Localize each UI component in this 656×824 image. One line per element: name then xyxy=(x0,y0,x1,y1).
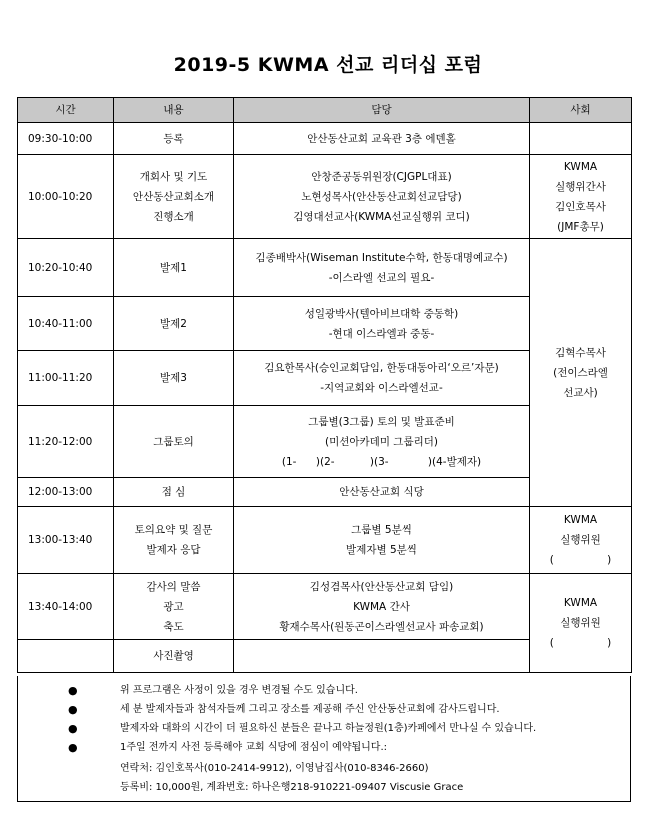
table-row xyxy=(18,574,632,640)
fee-info: 등록비: 10,000원, 계좌번호: 하나은행218-910221-09407 Viscusie Grace xyxy=(120,782,464,793)
bullet-icon: ● xyxy=(68,703,78,716)
notes-box xyxy=(17,676,631,802)
row-time: 09:30-10:00 xyxy=(18,123,114,155)
header-host: 사회 xyxy=(530,98,632,123)
host-line: ( ) xyxy=(549,554,612,566)
note-text: 1주일 전까지 사전 등록해야 교회 식당에 점심이 예약됩니다.: xyxy=(120,742,388,753)
content-line: 사진촬영 xyxy=(153,650,194,662)
group-slots xyxy=(234,452,529,472)
row-speaker xyxy=(234,297,530,351)
speaker-line: -이스라엘 선교의 필요- xyxy=(328,271,435,284)
host-line: KWMA xyxy=(563,514,598,526)
header-content: 내용 xyxy=(114,98,234,123)
host-line: 김인호목사 xyxy=(555,200,606,213)
bullet-icon: ● xyxy=(68,722,78,735)
header-time: 시간 xyxy=(18,98,114,123)
content-line: 발제2 xyxy=(160,317,187,330)
content-line: 광고 xyxy=(163,600,184,613)
row-time: 11:00-11:20 xyxy=(18,351,114,406)
page-title: 2019-5 KWMA 선교 리더십 포럼 xyxy=(173,54,483,76)
speaker-line: 발제자별 5분씩 xyxy=(346,544,417,556)
table-row xyxy=(18,123,632,155)
host-line: 선교사) xyxy=(563,386,598,399)
schedule-table xyxy=(17,97,632,673)
row-content xyxy=(114,406,234,478)
host-line: 실행위원 xyxy=(560,617,601,629)
speaker-line: KWMA 간사 xyxy=(353,600,410,613)
speaker-line: 안창준공동위원장(CJGPL대표) xyxy=(311,170,452,183)
content-line: 발제자 응답 xyxy=(146,544,201,556)
row-content xyxy=(114,640,234,673)
host-line: 김혁수목사 xyxy=(555,346,606,359)
bullet-icon: ● xyxy=(68,741,78,754)
row-content xyxy=(114,574,234,640)
row-time: 13:00-13:40 xyxy=(18,507,114,574)
content-line: 개회사 및 기도 xyxy=(139,170,208,183)
note-text: 발제자와 대화의 시간이 더 필요하신 분들은 끝나고 하늘정원(1층)카페에서 만나실 수 있습니다. xyxy=(120,723,537,734)
table-header-row xyxy=(18,98,632,123)
row-content xyxy=(114,239,234,297)
group-slot: (1- xyxy=(281,455,297,468)
row-content xyxy=(114,297,234,351)
group-slot: )(2- xyxy=(315,455,335,468)
row-time: 11:20-12:00 xyxy=(18,406,114,478)
bullet-icon: ● xyxy=(68,684,78,697)
row-time: 10:20-10:40 xyxy=(18,239,114,297)
host-line: KWMA xyxy=(563,160,598,173)
host-line: (JMF총무) xyxy=(557,220,604,233)
row-speaker xyxy=(234,640,530,673)
header-speaker: 담당 xyxy=(234,98,530,123)
note-text: 위 프로그램은 사정이 있을 경우 변경될 수도 있습니다. xyxy=(120,685,358,696)
table-row xyxy=(18,507,632,574)
host-line: KWMA xyxy=(563,597,598,609)
row-host xyxy=(530,155,632,239)
speaker-line: 황재수목사(원동곤이스라엘선교사 파송교회) xyxy=(279,620,484,633)
speaker-line: -지역교회와 이스라엘선교- xyxy=(320,382,443,394)
row-speaker xyxy=(234,155,530,239)
content-line: 발제3 xyxy=(160,372,187,384)
row-speaker xyxy=(234,406,530,478)
content-line: 발제1 xyxy=(160,261,187,274)
row-content xyxy=(114,155,234,239)
host-line: 실행위원 xyxy=(560,534,601,546)
contact-info: 연락처: 김인호목사(010-2414-9912), 이영남집사(010-8346-2660) xyxy=(120,763,429,774)
row-host xyxy=(530,239,632,507)
row-speaker xyxy=(234,123,530,155)
row-host xyxy=(530,574,632,673)
content-line: 점 심 xyxy=(161,486,186,498)
speaker-line: (미션아카데미 그룹리더) xyxy=(325,435,438,448)
host-line: ( ) xyxy=(549,637,612,649)
row-host xyxy=(530,123,632,155)
group-slot: )(4-발제자) xyxy=(427,455,482,468)
row-content xyxy=(114,507,234,574)
speaker-line: 김요한목사(승인교회담임, 한동대동아리‘오르’자문) xyxy=(264,362,499,374)
content-line: 안산동산교회소개 xyxy=(132,190,215,203)
content-line: 토의요약 및 질문 xyxy=(134,524,213,536)
row-time xyxy=(18,640,114,673)
speaker-line: 김성겸목사(안산동산교회 담임) xyxy=(309,580,454,593)
row-content xyxy=(114,123,234,155)
row-host xyxy=(530,507,632,574)
row-content xyxy=(114,478,234,507)
speaker-line: -현대 이스라엘과 중동- xyxy=(328,327,435,340)
host-line: (전이스라엘 xyxy=(553,366,608,379)
row-speaker xyxy=(234,478,530,507)
table-row xyxy=(18,239,632,297)
row-speaker xyxy=(234,351,530,406)
speaker-line: 안산동산교회 교육관 3층 에덴홀 xyxy=(307,132,456,145)
table-row xyxy=(18,155,632,239)
row-time: 12:00-13:00 xyxy=(18,478,114,507)
speaker-line: 노현성목사(안산동산교회선교담당) xyxy=(301,190,462,203)
content-line: 등록 xyxy=(163,132,184,145)
row-time: 10:40-11:00 xyxy=(18,297,114,351)
content-line: 그룹토의 xyxy=(153,435,194,448)
speaker-line: 김영대선교사(KWMA선교실행위 코디) xyxy=(293,210,470,223)
row-content xyxy=(114,351,234,406)
row-time: 13:40-14:00 xyxy=(18,574,114,640)
content-line: 진행소개 xyxy=(153,210,194,223)
speaker-line: 안산동산교회 식당 xyxy=(339,486,424,498)
row-speaker xyxy=(234,507,530,574)
content-line: 감사의 말씀 xyxy=(146,580,201,593)
host-line: 실행위간사 xyxy=(555,180,606,193)
speaker-line: 그룹별(3그룹) 토의 및 발표준비 xyxy=(308,415,455,428)
speaker-line: 그룹별 5분씩 xyxy=(351,524,412,536)
speaker-line: 성일광박사(텔아비브대학 중동학) xyxy=(304,307,459,320)
speaker-line: 김종배박사(Wiseman Institute수학, 한동대명예교수) xyxy=(255,251,508,264)
note-text: 세 분 발제자들과 참석자들께 그리고 장소를 제공해 주신 안산동산교회에 감사드립니다. xyxy=(120,704,500,715)
row-time: 10:00-10:20 xyxy=(18,155,114,239)
group-slot: )(3- xyxy=(369,455,389,468)
row-speaker xyxy=(234,239,530,297)
content-line: 축도 xyxy=(163,620,184,633)
row-speaker xyxy=(234,574,530,640)
